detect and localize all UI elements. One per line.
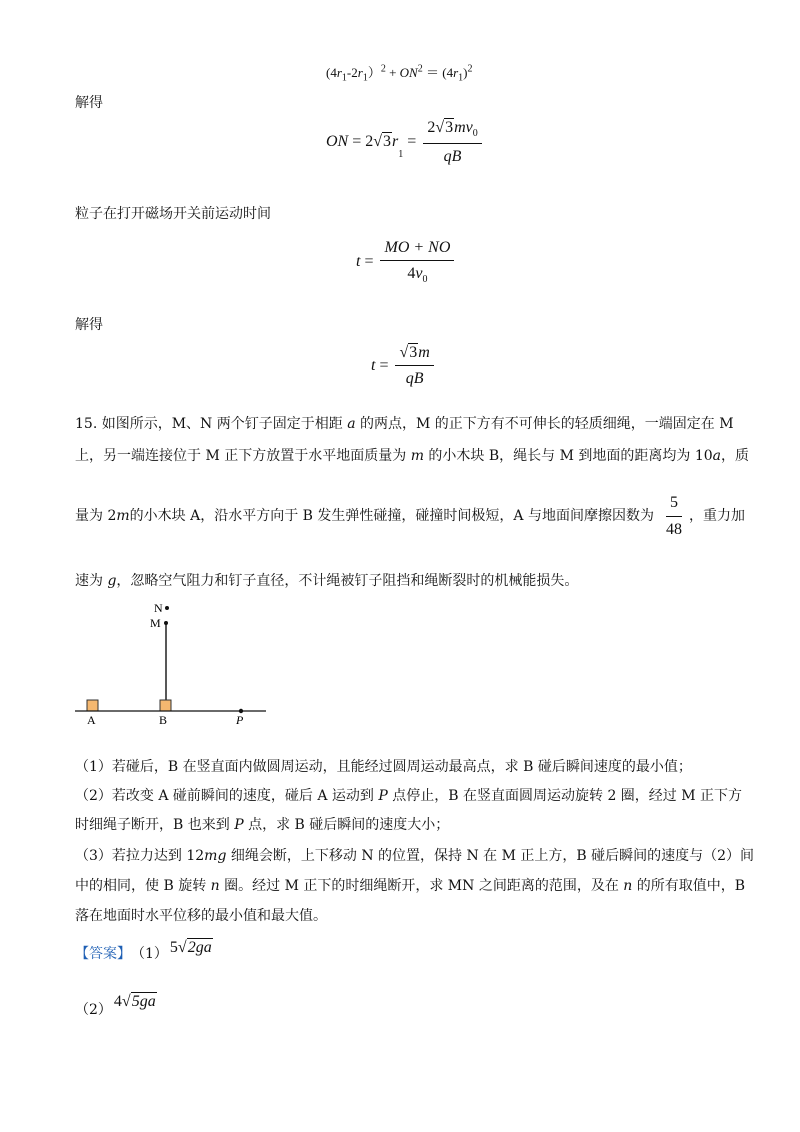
- question-3-line-1: （3）若拉力达到 12mg 细绳会断，上下移动 N 的位置，保持 N 在 M 正上方，B 碰后瞬间的速度与（2）间: [75, 848, 755, 864]
- equation-ON: ON = 2 √3 r $_1$ = $\frac{2√3mv_0}{qB}$: [326, 118, 485, 166]
- label-jiede-1: 解得: [75, 95, 103, 111]
- question-1: （1）若碰后，B 在竖直面内做圆周运动，且能经过圆周运动最高点，求 B 碰后瞬间速度的最小值；: [75, 759, 692, 775]
- label-N: N: [154, 601, 163, 615]
- label-P: P: [236, 713, 244, 727]
- answer-1: 【答案】 （1） 5√2ga: [75, 939, 212, 962]
- nail-N: [165, 606, 169, 610]
- problem-line-3: 量为 2 m 的小木块 A，沿水平方向于 B 发生弹性碰撞，碰撞时间极短，A 与地面间摩擦因数为 $\frac{5}{48}$ ，重力加: [75, 494, 745, 538]
- label-time: 粒子在打开磁场开关前运动时间: [75, 206, 271, 222]
- problem-figure: [70, 596, 280, 732]
- friction-coefficient: $\frac{5}{48}$: [665, 494, 682, 538]
- label-M: M: [150, 616, 161, 630]
- label-A: A: [87, 713, 96, 727]
- sqrt-3: √3: [373, 133, 392, 151]
- problem-line-1: 15. 如图所示，M、N 两个钉子固定于相距 a 的两点，M 的正下方有不可伸长的轻质细绳，一端固定在 M: [75, 416, 734, 432]
- label-B: B: [159, 713, 168, 727]
- problem-line-2: 上，另一端连接位于 M 正下方放置于水平地面质量为 m 的小木块 B，绳长与 M 到地面的距离均为 10a，质: [75, 448, 750, 464]
- fraction-ON: $\frac{2√3mv_0}{qB}$: [423, 118, 481, 166]
- answer-2: （2） 4√5ga: [75, 993, 156, 1018]
- block-A: [87, 700, 98, 711]
- answer-tag: 【答案】: [75, 946, 131, 962]
- question-2-line-2: 时细绳子断开，B 也来到 P 点，求 B 碰后瞬间的速度大小；: [75, 817, 450, 833]
- equation-geometry: $(4r_1-2r_1)^2 + ON^2 = (4r_1)^2$: [326, 63, 473, 84]
- block-B: [160, 700, 171, 711]
- answer-2-value: 4√5ga: [113, 993, 156, 1010]
- question-3-line-3: 落在地面时水平位移的最小值和最大值。: [75, 908, 327, 924]
- question-2-line-1: （2）若改变 A 碰前瞬间的速度，碰后 A 运动到 P 点停止，B 在竖直面圆周运动旋转 2 圈，经过 M 正下方: [75, 788, 743, 804]
- fraction-t2: $\frac{√3m}{qB}$: [395, 343, 433, 388]
- label-jiede-2: 解得: [75, 317, 103, 333]
- equation-t2: t = $\frac{√3m}{qB}$: [371, 343, 437, 388]
- answer-1-value: 5√2ga: [169, 939, 212, 956]
- problem-line-4: 速为 g，忽略空气阻力和钉子直径，不计绳被钉子阻挡和绳断裂时的机械能损失。: [75, 573, 579, 589]
- fraction-t1: $\frac{MO + NO}{4v_0}$: [380, 238, 454, 286]
- equation-t1: t = $\frac{MO + NO}{4v_0}$: [356, 238, 457, 286]
- question-3-line-2: 中的相同，使 B 旋转 n 圈。经过 M 正下的时细绳断开，求 MN 之间距离的范围，及在 n 的所有取值中，B: [75, 878, 746, 894]
